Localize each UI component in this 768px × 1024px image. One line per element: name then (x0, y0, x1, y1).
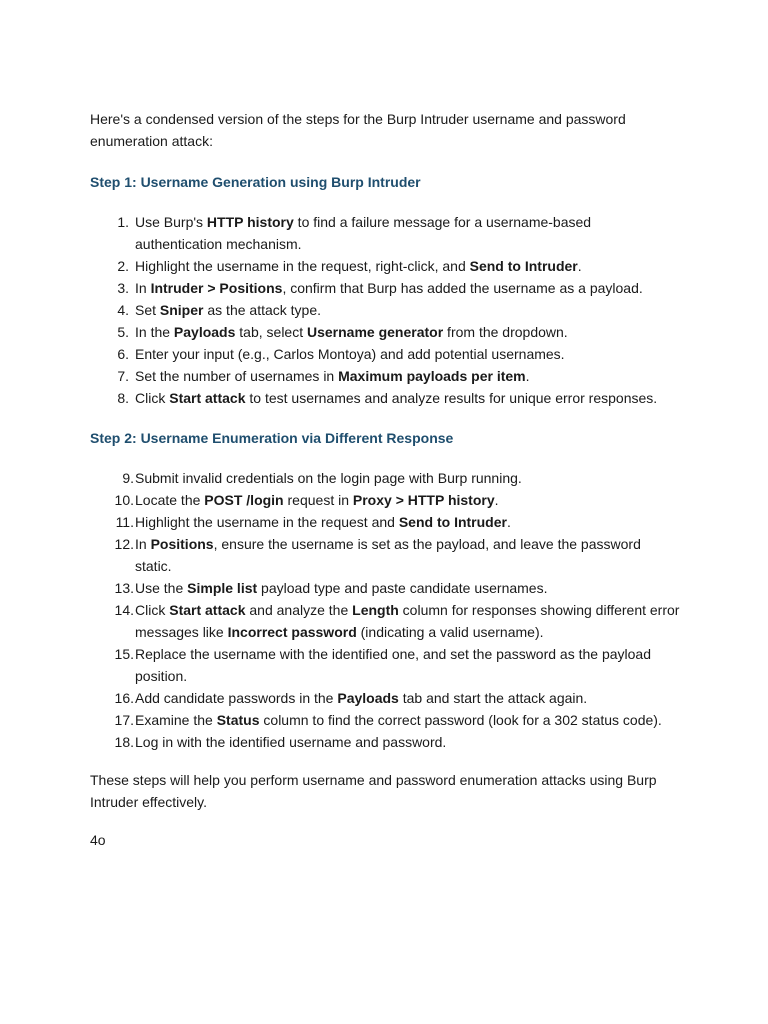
list-item-text: to find a failure message for a username-based authentication mechanism. (135, 214, 592, 252)
list-item-bold-text: Maximum payloads per item (338, 368, 526, 384)
list-item-text: as the attack type. (203, 302, 321, 318)
list-item-text: Click (135, 390, 170, 406)
list-item-number: 12. (114, 536, 134, 552)
list-item (90, 731, 680, 753)
list-item-text: In (135, 280, 151, 296)
list-item-number: 3. (117, 280, 129, 296)
list-item-number: 11. (115, 514, 134, 530)
list-item-number: 13. (114, 580, 134, 596)
list-item-bold-text: HTTP history (206, 214, 294, 230)
list-item-number: 6. (117, 346, 129, 362)
list-item-text: tab and start the attack again. (398, 690, 588, 706)
list-item-number: 2. (117, 258, 129, 274)
list-item-text: Locate the (135, 492, 205, 508)
list-item-text: column for responses showing different error messages like (135, 602, 680, 640)
list-item-bold-text: POST /login (204, 492, 284, 508)
list-item-text: Use the (135, 580, 188, 596)
footer-label: 4o (90, 832, 106, 848)
list-item (90, 643, 680, 687)
list-item (90, 343, 680, 365)
list-item-number: 7. (117, 368, 129, 384)
list-item-text: tab, select (235, 324, 307, 340)
list-item-text: Use Burp's (135, 214, 207, 230)
list-item-text: Add candidate passwords in the (135, 690, 338, 706)
intro-paragraph: Here's a condensed version of the steps for the Burp Intruder username and password enumeration attack: (90, 111, 626, 149)
list-item (90, 467, 680, 489)
list-item-bold-text: Payloads (173, 324, 236, 340)
list-item (90, 299, 680, 321)
list-item-bold-text: Send to Intruder (469, 258, 578, 274)
list-item-text: Submit invalid credentials on the login page with Burp running. (135, 470, 522, 486)
step2-list (90, 467, 680, 753)
conclusion-paragraph: These steps will help you perform username and password enumeration attacks using Burp Intruder effectively. (90, 772, 657, 810)
list-item-number: 14. (114, 602, 134, 618)
list-item-text: to test usernames and analyze results for unique error responses. (245, 390, 658, 406)
list-item-number: 10. (114, 492, 134, 508)
list-item-text: request in (283, 492, 353, 508)
list-item-bold-text: Length (352, 602, 399, 618)
list-item-text: Enter your input (e.g., Carlos Montoya) and add potential usernames. (135, 346, 565, 362)
list-item-bold-text: Sniper (159, 302, 204, 318)
list-item-bold-text: Incorrect password (227, 624, 357, 640)
list-item-text: In (135, 536, 151, 552)
list-item-number: 5. (117, 324, 129, 340)
list-item (90, 277, 680, 299)
list-item-text: Highlight the username in the request, right-click, and (135, 258, 470, 274)
list-item-text: Click (135, 602, 170, 618)
step1-list (90, 211, 680, 409)
list-item-bold-text: Username generator (307, 324, 444, 340)
list-item (90, 577, 680, 599)
list-item-bold-text: Send to Intruder (398, 514, 507, 530)
list-item-bold-text: Payloads (337, 690, 399, 706)
list-item-text: . (494, 492, 499, 508)
list-item-text: Set (135, 302, 160, 318)
list-item-text: and analyze the (245, 602, 353, 618)
list-item-text: Replace the username with the identified one, and set the password as the payload position. (135, 646, 651, 684)
list-item-text: . (525, 368, 530, 384)
list-item-number: 16. (114, 690, 134, 706)
list-item-text: , ensure the username is set as the payload, and leave the password static. (135, 536, 641, 574)
list-item (90, 511, 680, 533)
list-item (90, 255, 680, 277)
list-item-text: . (577, 258, 582, 274)
list-item (90, 709, 680, 731)
list-item-text: , confirm that Burp has added the username as a payload. (282, 280, 643, 296)
list-item-number: 18. (114, 734, 134, 750)
list-item (90, 211, 680, 255)
list-item-text: . (506, 514, 511, 530)
list-item (90, 387, 680, 409)
list-item-bold-text: Proxy > HTTP history (352, 492, 495, 508)
list-item-bold-text: Start attack (169, 602, 246, 618)
list-item (90, 533, 680, 577)
list-item-text: from the dropdown. (443, 324, 568, 340)
list-item-text: (indicating a valid username). (356, 624, 544, 640)
list-item-text: Highlight the username in the request and (135, 514, 399, 530)
list-item-number: 17. (114, 712, 134, 728)
step1-heading: Step 1: Username Generation using Burp Intruder (90, 174, 421, 190)
list-item-bold-text: Intruder > Positions (150, 280, 283, 296)
list-item-text: Log in with the identified username and password. (135, 734, 447, 750)
list-item (90, 489, 680, 511)
step2-heading: Step 2: Username Enumeration via Different Response (90, 430, 454, 446)
list-item (90, 599, 680, 643)
list-item (90, 321, 680, 343)
list-item-text: payload type and paste candidate usernames. (257, 580, 548, 596)
document-page (90, 108, 680, 851)
list-item-text: Set the number of usernames in (135, 368, 339, 384)
list-item (90, 365, 680, 387)
list-item-number: 15. (114, 646, 134, 662)
list-item-text: Examine the (135, 712, 217, 728)
list-item-bold-text: Status (216, 712, 260, 728)
list-item-bold-text: Simple list (187, 580, 258, 596)
list-item-number: 4. (117, 302, 129, 318)
list-item-bold-text: Start attack (169, 390, 246, 406)
list-item-number: 9. (122, 470, 134, 486)
list-item-text: column to find the correct password (look for a 302 status code). (259, 712, 662, 728)
list-item-number: 8. (117, 390, 129, 406)
list-item-number: 1. (117, 214, 129, 230)
list-item-bold-text: Positions (150, 536, 214, 552)
list-item (90, 687, 680, 709)
list-item-text: In the (135, 324, 174, 340)
